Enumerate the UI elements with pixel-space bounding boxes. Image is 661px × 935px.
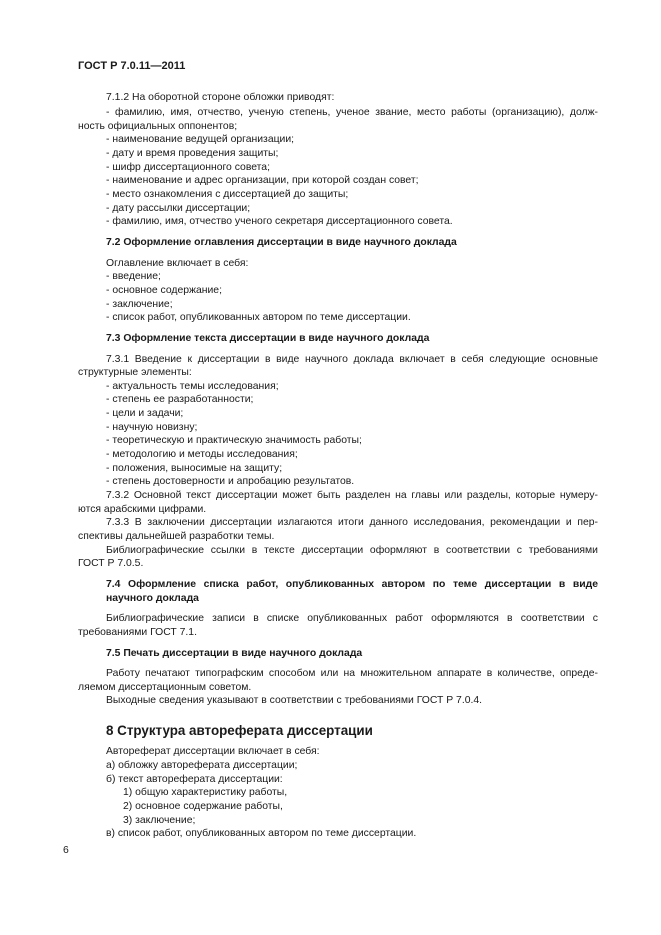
section-7-4-para-line-1: Библиографические записи в списке опубликованных работ оформляются в соответствии с (106, 613, 598, 624)
list-item: - список работ, опубликованных автором по теме диссертации. (106, 312, 411, 323)
list-item: - теоретическую и практическую значимость работы; (106, 435, 362, 446)
list-item: в) список работ, опубликованных автором по теме диссертации. (106, 828, 417, 839)
section-7-5-heading: 7.5 Печать диссертации в виде научного доклада (106, 648, 363, 659)
list-item: - наименование ведущей организации; (106, 134, 295, 145)
clause-7-3-1-line-2: структурные элементы: (78, 367, 192, 378)
clause-7-3-3-line-1: 7.3.3 В заключении диссертации излагаются итоги данного исследования, рекомендации и пер- (106, 517, 598, 528)
list-item: - актуальность темы исследования; (106, 381, 279, 392)
list-item: - заключение; (106, 299, 173, 310)
section-7-4-para-line-2: требованиями ГОСТ 7.1. (78, 627, 197, 638)
section-7-2-intro: Оглавление включает в себя: (106, 258, 249, 269)
list-item: - степень достоверности и апробацию результатов. (106, 476, 355, 487)
section-8-intro: Автореферат диссертации включает в себя: (106, 746, 320, 757)
sub-list-item: 2) основное содержание работы, (123, 801, 283, 812)
section-7-4-heading-line-1: 7.4 Оформление списка работ, опубликованных автором по теме диссертации в виде (106, 579, 598, 590)
clause-7-3-3-line-2: спективы дальнейшей разработки темы. (78, 531, 275, 542)
clause-7-3-2-line-2: ются арабскими цифрами. (78, 504, 207, 515)
list-item: - введение; (106, 271, 161, 282)
section-7-5-para-2: Выходные сведения указывают в соответствии с требованиями ГОСТ Р 7.0.4. (106, 695, 483, 706)
section-7-5-para-1-line-1: Работу печатают типографским способом или на множительном аппарате в количестве, опреде- (106, 668, 598, 679)
list-item: - дату рассылки диссертации; (106, 203, 251, 214)
bibliography-note-line-2: ГОСТ Р 7.0.5. (78, 558, 144, 569)
list-item: - основное содержание; (106, 285, 222, 296)
list-item: - дату и время проведения защиты; (106, 148, 279, 159)
section-8-heading: 8 Структура автореферата диссертации (106, 723, 373, 738)
clause-7-1-2-item-1-line-2: ность официальных оппонентов; (78, 121, 238, 132)
clause-7-3-1-line-1: 7.3.1 Введение к диссертации в виде научного доклада включает в себя следующие основные (106, 354, 598, 365)
standard-header: ГОСТ Р 7.0.11—2011 (78, 60, 186, 72)
list-item: - наименование и адрес организации, при которой создан совет; (106, 175, 419, 186)
sub-list-item: 1) общую характеристику работы, (123, 787, 288, 798)
list-item: а) обложку автореферата диссертации; (106, 760, 298, 771)
clause-7-1-2-intro: 7.1.2 На оборотной стороне обложки приводят: (106, 92, 335, 103)
section-7-3-heading: 7.3 Оформление текста диссертации в виде научного доклада (106, 333, 430, 344)
list-item: - степень ее разработанности; (106, 394, 254, 405)
list-item: - научную новизну; (106, 422, 198, 433)
section-7-5-para-1-line-2: ляемом диссертационным советом. (78, 682, 252, 693)
list-item: б) текст автореферата диссертации: (106, 774, 283, 785)
section-7-4-heading-line-2: научного доклада (106, 593, 199, 604)
list-item: - методологию и методы исследования; (106, 449, 298, 460)
list-item: - шифр диссертационного совета; (106, 162, 270, 173)
list-item: - место ознакомления с диссертацией до защиты; (106, 189, 349, 200)
clause-7-1-2-item-1-line-1: - фамилию, имя, отчество, ученую степень, ученое звание, место работы (организацию), долж- (106, 107, 598, 118)
section-7-2-heading: 7.2 Оформление оглавления диссертации в виде научного доклада (106, 237, 457, 248)
bibliography-note-line-1: Библиографические ссылки в тексте диссертации оформляют в соответствии с требованиями (106, 545, 598, 556)
list-item: - фамилию, имя, отчество ученого секретаря диссертационного совета. (106, 216, 453, 227)
sub-list-item: 3) заключение; (123, 815, 196, 826)
page-number: 6 (63, 845, 69, 856)
clause-7-3-2-line-1: 7.3.2 Основной текст диссертации может быть разделен на главы или разделы, которые нумеру- (106, 490, 598, 501)
list-item: - цели и задачи; (106, 408, 184, 419)
list-item: - положения, выносимые на защиту; (106, 463, 283, 474)
